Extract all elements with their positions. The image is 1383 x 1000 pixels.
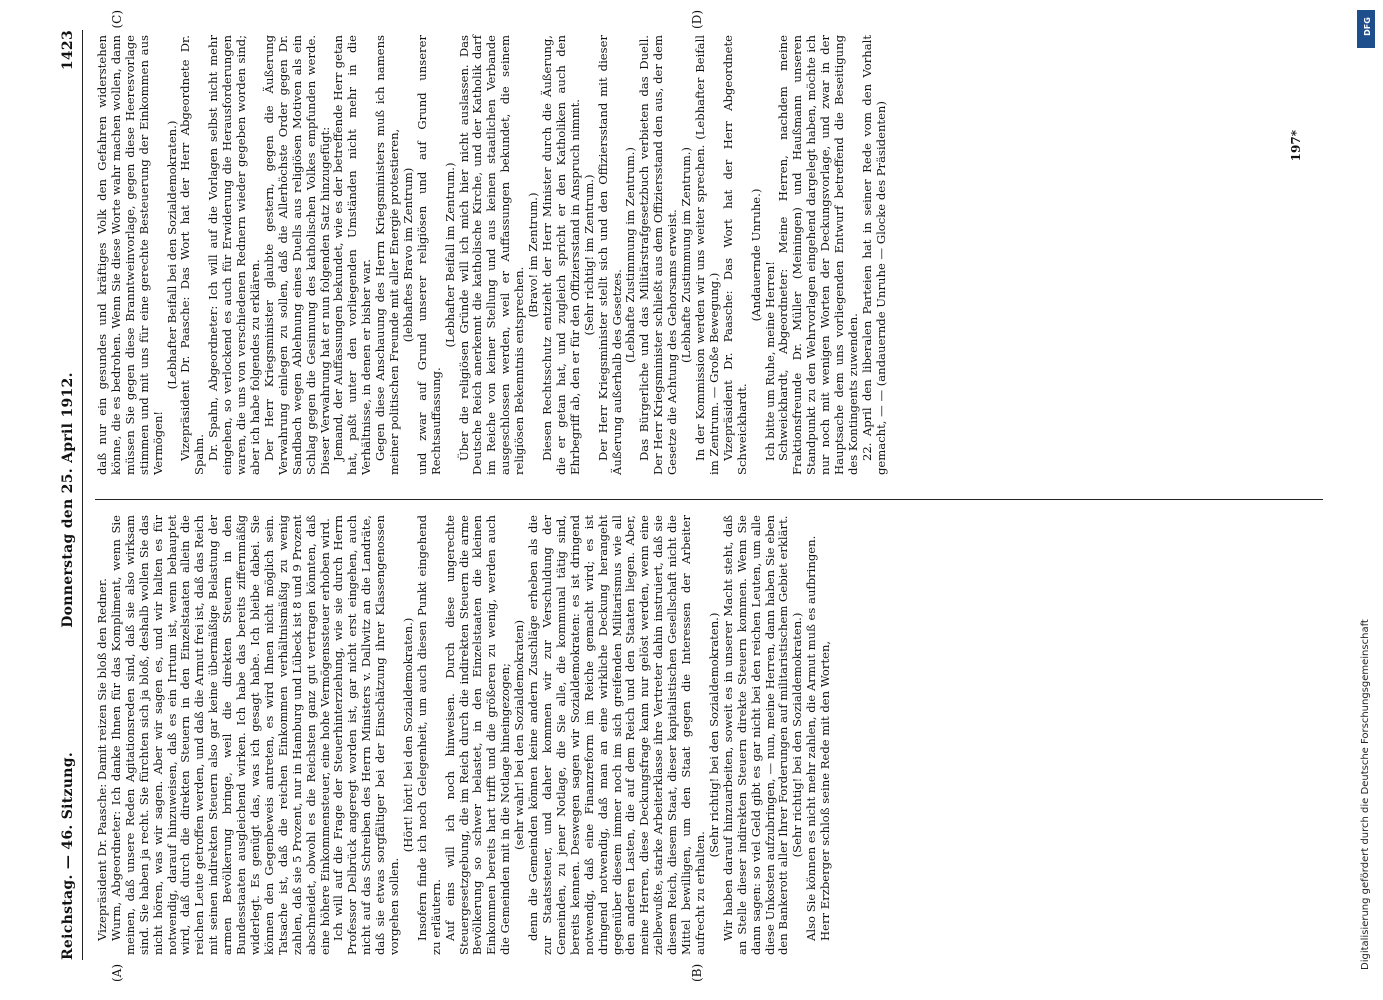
- margin-mark-d: (D): [690, 10, 704, 29]
- paragraph: Jemand, der Auffassungen bekundet, wie es der betreffende Herr getan hat, paßt unter den vorliegenden Umständen nicht mehr in die Verhältnisse, in denen er bisher war.: [331, 35, 374, 475]
- paragraph: Wurm, Abgeordneter: Ich danke Ihnen für das Kompliment, wenn Sie meinen, daß unsere Reden Agitationsreden sind, daß sie also wirksam sind. Sie haben ja recht. Sie fürchten sich ja bloß, deshalb wollen Sie das nicht hören, was wir sagen. Aber wir sagen es, und wir halten es für notwendig, darauf hinzuweisen, daß es ein Irrtum ist, wenn behauptet wird, daß durch die direkten Steuern in den Einzelstaaten allein die reichen Leute getroffen werden, und daß die Armut frei ist, daß das Reich mit seinen indirekten Steuern also gar keine übermäßige Belastung der armen Bevölkerung bringe, weil die direkten Steuern in den Bundesstaaten ausgleichend wirken. Ich habe das bereits ziffernmäßig widerlegt. Es genügt das, was ich gesagt habe. Ich bleibe dabei. Sie können den Gegenbeweis antreten, es wird Ihnen nicht möglich sein. Tatsache ist, daß die reichen Einkommen verhältnismäßig zu wenig zahlen, daß sie 5 Prozent, nur in Hamburg und Lübeck ist 8 und 9 Prozent abschneidet, obwohl es die Reichsten ganz gut vertragen könnten, daß eine höhere Einkommensteuer, eine hohe Vermögenssteuer erhoben wird.: [108, 515, 332, 955]
- column-divider: [95, 499, 1323, 500]
- header-rule: [82, 30, 83, 960]
- dfg-sidebar: [1355, 10, 1377, 990]
- header-center: Donnerstag den 25. April 1912.: [60, 372, 76, 628]
- margin-mark-c: (C): [110, 10, 124, 29]
- paragraph: Schweickhardt, Abgeordneter: Meine Herren, nachdem meine Fraktionsfreunde Dr. Müller (Meiningen) und Haußmann unseren Standpunkt zu den Wehrvorlagen eingehend dargelegt haben, möchte ich nur noch mit wenigen Worten der Deckungsvorlage, und zwar in der Hauptsache dem uns vorliegenden Entwurf betreffend die Beseitigung des Kontingents zuwenden.: [776, 35, 860, 475]
- interjection: (Sehr richtig! bei den Sozialdemokraten.): [706, 612, 721, 858]
- interjection: (Lebhafter Beifall bei den Sozialdemokraten.): [164, 120, 179, 390]
- interjection: (Sehr richtig! bei den Sozialdemokraten.): [790, 612, 805, 858]
- margin-mark-b: (B): [690, 963, 704, 982]
- interjection: (Bravo! im Zentrum.): [526, 192, 541, 318]
- paragraph: Herr Erzberger schloß seine Rede mit den Worten,: [818, 640, 833, 941]
- paragraph: Wir haben darauf hinzuarbeiten, soweit es in unserer Macht steht, daß an Stelle dieser indirekten Steuern direkte Steuern kommen. Wenn Sie dann sagen: so viel Geld gibt es gar nicht bei den reichen Leuten, um alle diese Unkosten aufzubringen, — nun, meine Herren, dann haben Sie eben den Bankerott aller Ihrer Forderungen auf militaristischem Gebiet erklärt.: [720, 515, 791, 955]
- header-left: Reichstag. — 46. Sitzung.: [60, 752, 76, 960]
- interjection: (Sehr richtig! im Zentrum.): [581, 174, 596, 336]
- paragraph: Dr. Spahn, Abgeordneter: Ich will auf die Vorlagen selbst nicht mehr eingehen, so verlockend es auch für Erwiderung die Herausforderungen waren, die uns von verschiedenen Rednern wieder gegeben worden sind; aber ich habe folgendes zu erklären.: [206, 35, 262, 475]
- interjection: (Lebhafter Beifall im Zentrum.): [442, 162, 457, 348]
- interjection: (Hört! hört! bei den Sozialdemokraten.): [400, 617, 415, 853]
- paragraph: Vizepräsident Dr. Paasche: Das Wort hat der Herr Abgeordnete Schweickhardt.: [720, 35, 749, 475]
- paragraph: Also Sie können es nicht mehr zahlen, die Armut muß es aufbringen.: [804, 535, 819, 941]
- paragraph: Vizepräsident Dr. Paasche: Damit reizen Sie bloß den Redner.: [95, 578, 109, 941]
- paragraph: Ich bitte um Ruhe, meine Herren!: [762, 261, 777, 461]
- paragraph: Gegen diese Anschauung des Herrn Kriegsministers muß ich namens meiner politischen Freunde mit aller Energie protestieren,: [373, 35, 402, 475]
- page-number: 1423: [60, 30, 76, 71]
- right-column: [96, 35, 889, 475]
- dfg-logo-text: DFG: [1362, 17, 1372, 36]
- paragraph: Das Bürgerliche und das Militärstrafgesetzbuch verbieten das Duell. Der Herr Kriegsminister schließt aus dem Offiziersstand den aus, der dem Gesetze die Achtung des Gehorsams erweist.: [637, 35, 680, 475]
- interjection: (Lebhafte Zustimmung im Zentrum.): [623, 147, 638, 363]
- interjection: (Andauernde Unruhe.): [748, 188, 763, 322]
- paragraph: denn die Gemeinden können keine andern Zuschläge erheben als die zur Staatssteuer, und daher kommen wir zur Verschuldung der Gemeinden, zu jener Notlage, die Sie alle, die kommunal tätig sind, bereits kennen. Deswegen sagen wir Sozialdemokraten: es ist dringend notwendig, daß eine Finanzreform im Reiche gemacht wird; es ist dringend notwendig, daß man an eine wirkliche Deckung herangeht gegenüber diesem immer noch im sich greifenden Militarismus wie all den anderen Lasten, die auf dem Reich und den Staaten liegen. Aber, meine Herren, diese Deckungsfrage kann nur gelöst werden, wenn eine zielbewußte, starke Arbeiterklasse ihre Vertreter dahin instruiert, daß sie diesem Reich, diesem Staat, dieser kapitalistischen Gesellschaft nicht die Mittel bewilligen, um den Staat gegen die Interessen der Arbeiter aufrecht zu erhalten.: [526, 515, 707, 955]
- digitization-credit: Digitalisierung gefördert durch die Deutsche Forschungsgemeinschaft: [1360, 619, 1371, 970]
- left-column: [96, 515, 833, 955]
- paragraph: Diesen Rechtsschutz entzieht der Herr Minister durch die Äußerung, die er getan hat, und zugleich spricht er den Katholiken auch den Ehrbegriff ab, den er für den Offiziersstand in Anspruch nimmt.: [540, 35, 582, 475]
- paragraph: daß nur ein gesundes und kräftiges Volk den Gefahren widerstehen könne, die es bedrohen. Wenn Sie diese Worte wahr machen wollen, dann müssen Sie gegen diese Branntweinvorlage, gegen diese Heeresvorlage stimmen und mit uns für eine gerechte Besteuerung der Einkommen aus Vermögen!: [95, 35, 165, 475]
- paragraph: Vizepräsident Dr. Paasche: Das Wort hat der Herr Abgeordnete Dr. Spahn.: [178, 35, 207, 475]
- paragraph: Über die religiösen Gründe will ich mich hier nicht auslassen. Das Deutsche Reich anerkennt die katholische Kirche, und der Katholik darf im Reiche von keiner Stellung und aus keinen staatlichen Verbande ausgeschlossen werden, weil er Auffassungen bekundet, die seinem religiösen Bekenntnis entsprechen.: [456, 35, 527, 475]
- signature-mark: 197*: [1289, 130, 1303, 162]
- margin-mark-a: (A): [110, 963, 124, 982]
- paragraph: In der Kommission werden wir uns weiter sprechen. (Lebhafter Beifall im Zentrum. — Große Bewegung.): [692, 35, 721, 475]
- paragraph: Insofern finde ich noch Gelegenheit, um auch diesen Punkt eingehend zu erläutern.: [414, 515, 443, 955]
- paragraph: und zwar auf Grund unserer religiösen und auf Grund unserer Rechtsauffassung.: [414, 35, 443, 475]
- interjection: (Lebhafte Zustimmung im Zentrum.): [679, 147, 694, 363]
- paragraph: Ich will auf die Frage der Steuerhinterziehung, wie sie durch Herrn Professor Delbrück angeregt worden ist, gar nicht erst eingehen, auch nicht auf das Schreiben des Herrn Ministers v. Dallwitz an die Landräte, daß sie etwas sorgfältiger bei der Einschätzung ihrer Klassengenossen vorgehen sollen.: [331, 515, 402, 955]
- paragraph: Der Herr Kriegsminister glaubte gestern, gegen die Äußerung Verwahrung einlegen zu sollen, daß die Allerhöchste Order gegen Dr. Sandbach wegen Ablehnung eines Duells aus religiösen Motiven als ein Schlag gegen die Gesinnung des katholischen Volkes empfunden werde. Dieser Verwahrung hat er nun folgenden Satz hinzugefügt:: [261, 35, 332, 475]
- paragraph: Auf eins will ich noch hinweisen. Durch diese ungerechte Steuergesetzgebung, die im Reich durch die indirekten Steuern die arme Bevölkerung so schwer belastet, in den Einzelstaaten die kleinen Einkommen bereits hart trifft und die größeren zu wenig, werden auch die Gemeinden mit in die Notlage hineingezogen;: [442, 515, 513, 955]
- paragraph: Der Herr Kriegsminister stellt sich und den Offiziersstand mit dieser Äußerung außerhalb des Gesetzes.: [595, 35, 624, 475]
- interjection: (sehr wahr! bei den Sozialdemokraten): [512, 620, 527, 850]
- interjection: (lebhaftes Bravo im Zentrum): [400, 167, 415, 343]
- paragraph: 22. April den liberalen Parteien hat in seiner Rede vom den Vorhalt gemacht, — — (andauernde Unruhe — Glocke des Präsidenten): [859, 35, 888, 475]
